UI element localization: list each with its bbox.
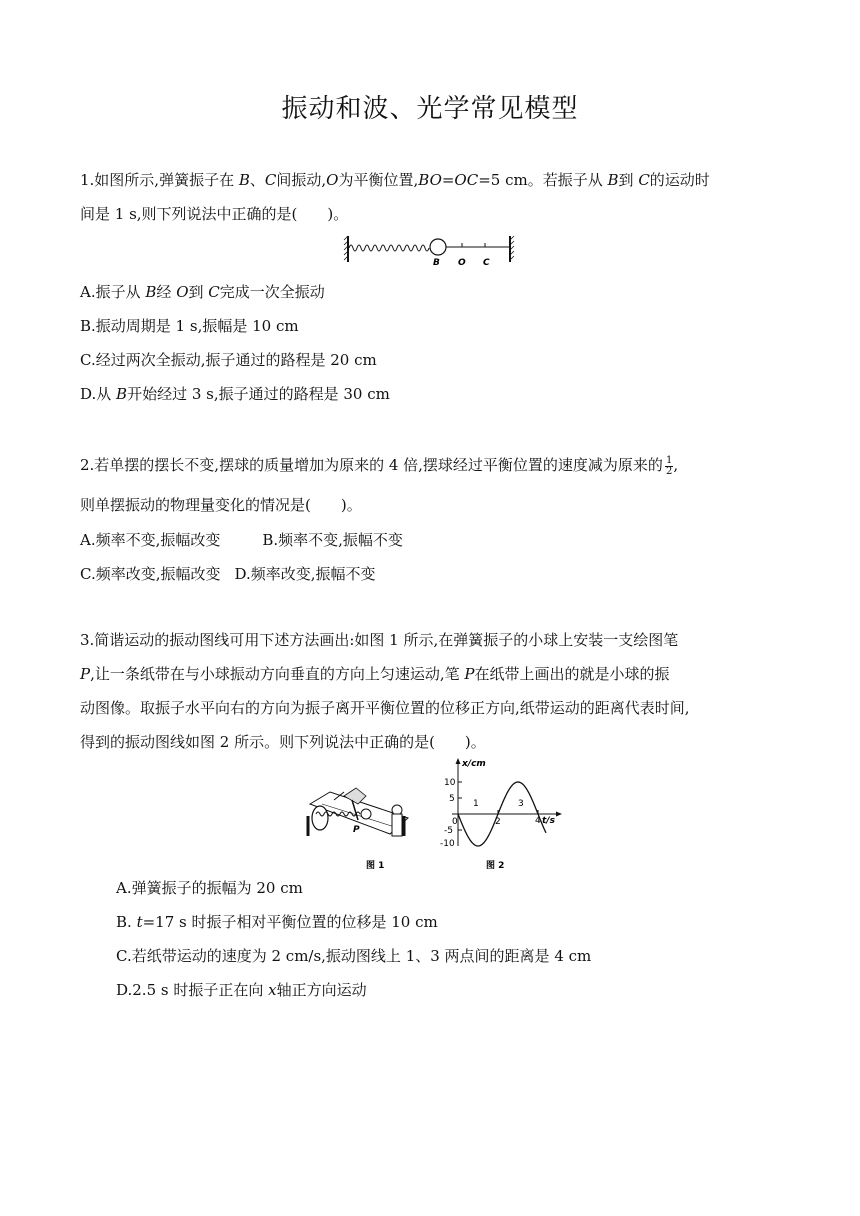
q3-line-2: P,让一条纸带在与小球振动方向垂直的方向上匀速运动,笔 P在纸带上画出的就是小球的振 — [80, 665, 670, 683]
point-label-1: 1 — [473, 799, 479, 809]
y-tick-minus-5: -5 — [444, 826, 453, 836]
q2-line-2: 则单摆振动的物理量变化的情况是( )。 — [80, 496, 362, 514]
x-tick-2: 2 — [495, 817, 501, 827]
figure-2-vibration-graph — [440, 756, 565, 874]
y-tick-10: 10 — [444, 778, 456, 788]
x-tick-4: 4 — [535, 816, 541, 826]
q3-option-d: D.2.5 s 时振子正在向 x轴正方向运动 — [116, 981, 367, 999]
q3-line-3: 动图像。取振子水平向右的方向为振子离开平衡位置的位移正方向,纸带运动的距离代表时间, — [80, 699, 690, 717]
fraction-one-half: $\frac{1}{2}$ — [665, 454, 673, 477]
figure-1-pen-apparatus — [300, 774, 415, 874]
y-tick-5: 5 — [449, 794, 455, 804]
figure-2-caption: 图 2 — [486, 861, 505, 871]
q3-option-c: C.若纸带运动的速度为 2 cm/s,振动图线上 1、3 两点间的距离是 4 cm — [116, 947, 592, 965]
q2-line-1: 2.若单摆的摆长不变,摆球的质量增加为原来的 4 倍,摆球经过平衡位置的速度减为原来的 $\frac{1}{2}$ , — [80, 454, 679, 477]
spring-oscillator-figure — [344, 234, 516, 270]
q2-option-b: B.频率不变,振幅不变 — [262, 531, 403, 549]
q1-option-a: A.振子从 B经 O到 C完成一次全振动 — [80, 283, 325, 301]
q3-line-1: 3.简谐运动的振动图线可用下述方法画出:如图 1 所示,在弹簧振子的小球上安装一支绘图笔 — [80, 631, 679, 649]
y-tick-0: 0 — [452, 817, 458, 827]
q1-option-b: B.振动周期是 1 s,振幅是 10 cm — [80, 317, 299, 335]
q2-option-d: D.频率改变,振幅不变 — [234, 565, 376, 583]
label-b: B — [433, 258, 440, 268]
q1-line-1: 1.如图所示,弹簧振子在 B、C间振动,O为平衡位置,BO=OC=5 cm。若振子从 B到 C的运动时 — [80, 171, 710, 189]
label-o: O — [458, 258, 466, 268]
figure-1-caption: 图 1 — [366, 861, 385, 871]
q1-option-d: D.从 B开始经过 3 s,振子通过的路程是 30 cm — [80, 385, 390, 403]
y-tick-minus-10: -10 — [440, 839, 455, 849]
q1-line-2: 间是 1 s,则下列说法中正确的是( )。 — [80, 205, 349, 223]
q1-option-c: C.经过两次全振动,振子通过的路程是 20 cm — [80, 351, 377, 369]
q2-option-c: C.频率改变,振幅改变 — [80, 565, 221, 583]
x-axis-label: t/s — [542, 816, 555, 826]
pen-label: P — [353, 825, 360, 835]
label-c: C — [483, 258, 490, 268]
q2-option-a: A.频率不变,振幅改变 — [80, 531, 221, 549]
q3-option-a: A.弹簧振子的振幅为 20 cm — [116, 879, 303, 897]
q3-line-4: 得到的振动图线如图 2 所示。则下列说法中正确的是( )。 — [80, 733, 486, 751]
q2-options-cd — [80, 564, 376, 584]
q3-option-b: B. t=17 s 时振子相对平衡位置的位移是 10 cm — [116, 913, 438, 931]
page-title: 振动和波、光学常见模型 — [281, 94, 579, 124]
y-axis-label: x/cm — [462, 759, 486, 769]
point-label-3: 3 — [518, 799, 524, 809]
q2-options-ab — [80, 530, 403, 550]
